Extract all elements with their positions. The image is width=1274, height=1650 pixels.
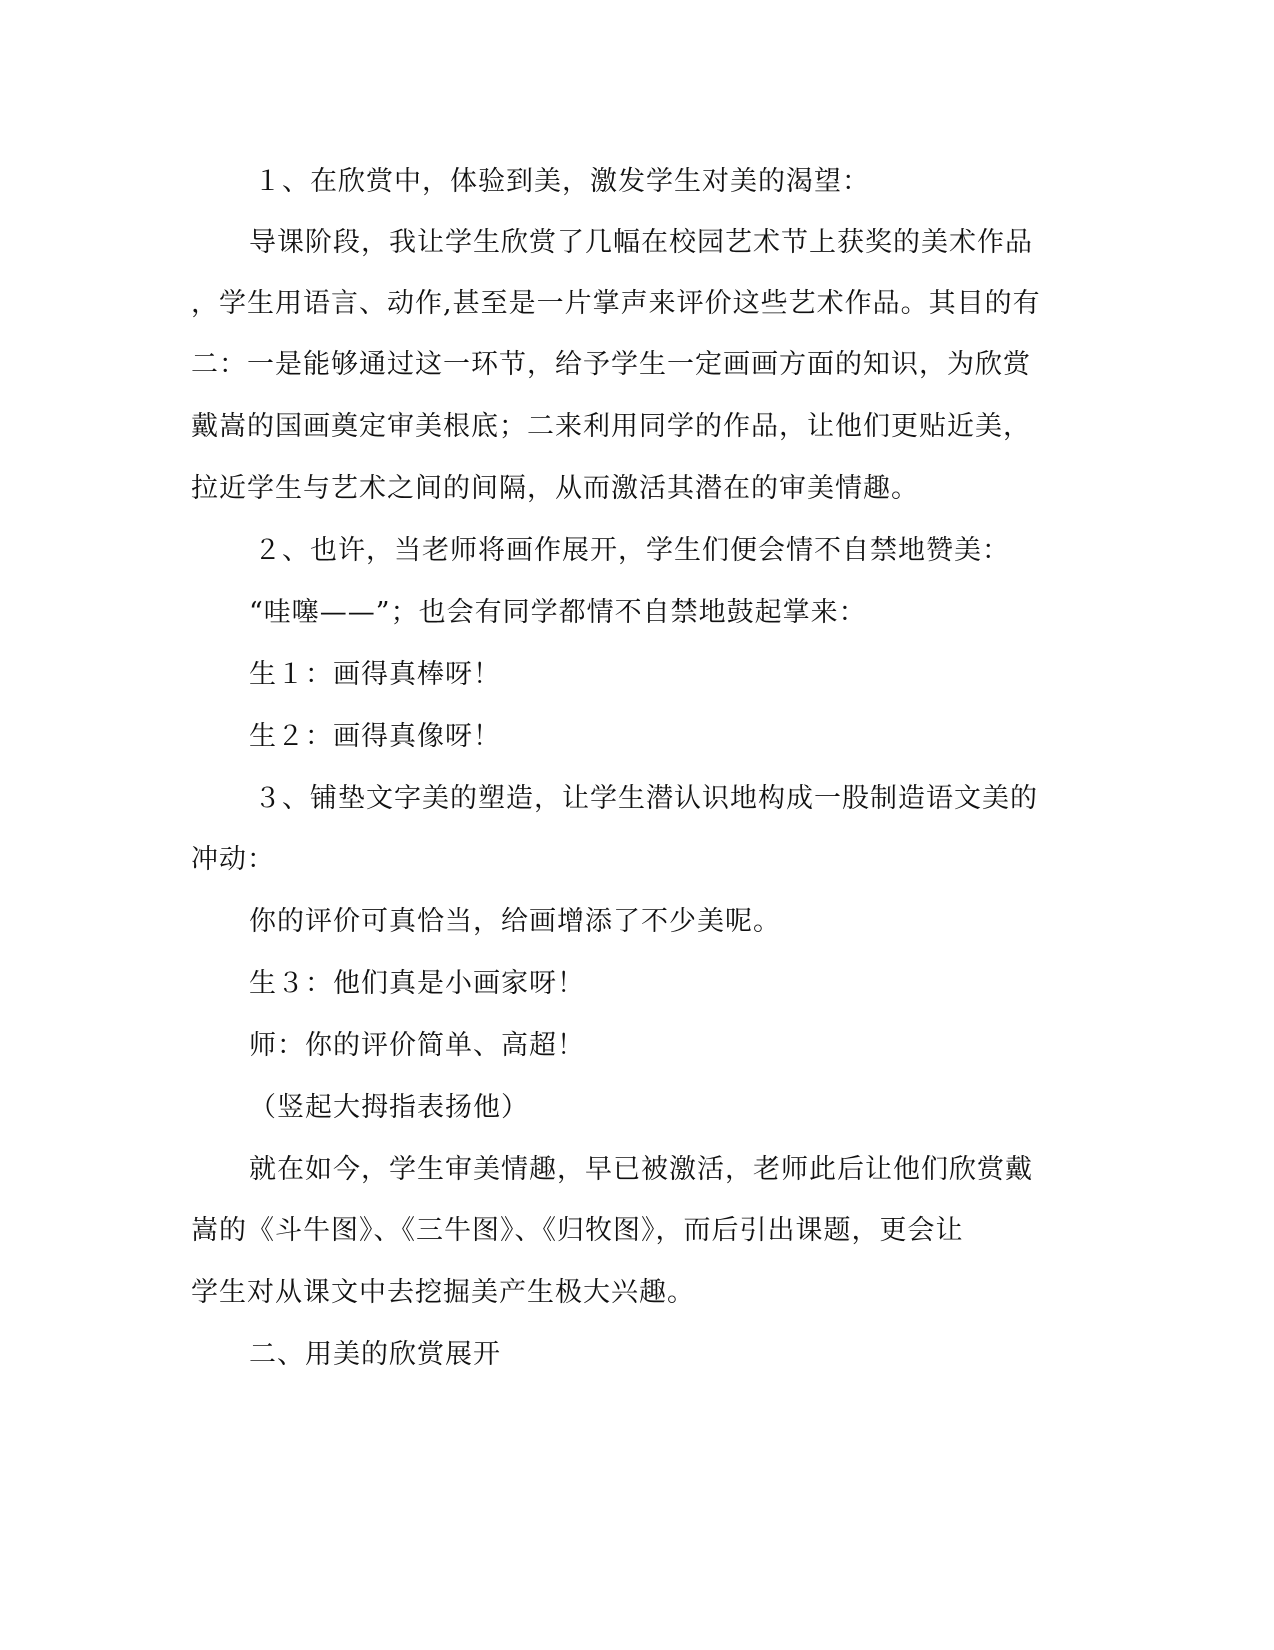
text-line: 戴嵩的国画奠定审美根底；二来利用同学的作品，让他们更贴近美，	[191, 411, 1031, 442]
text-line: 学生对从课文中去挖掘美产生极大兴趣。	[191, 1277, 695, 1308]
dialogue-line: 生２：画得真像呀！	[249, 721, 501, 752]
stage-direction: （竖起大拇指表扬他）	[249, 1092, 529, 1123]
paragraph-heading-2: ２、也许，当老师将画作展开，学生们便会情不自禁地赞美：	[254, 535, 1010, 566]
text-line: 二：一是能够通过这一环节，给予学生一定画画方面的知识，为欣赏	[191, 349, 1031, 380]
dialogue-line: 生３：他们真是小画家呀！	[249, 968, 585, 999]
dialogue-line: 师：你的评价简单、高超！	[249, 1030, 585, 1061]
paragraph-heading-1: １、在欣赏中，体验到美，激发学生对美的渴望：	[254, 166, 870, 197]
text-line: 你的评价可真恰当，给画增添了不少美呢。	[249, 906, 781, 937]
section-heading: 二、用美的欣赏展开	[249, 1339, 501, 1370]
text-line: 拉近学生与艺术之间的间隔，从而激活其潜在的审美情趣。	[191, 473, 919, 504]
text-line: 冲动：	[191, 844, 275, 875]
dialogue-line: 生１：画得真棒呀！	[249, 659, 501, 690]
text-line: 导课阶段，我让学生欣赏了几幅在校园艺术节上获奖的美术作品	[249, 227, 1033, 258]
text-line: “哇噻——”；也会有同学都情不自禁地鼓起掌来：	[249, 597, 867, 628]
text-line: 嵩的《斗牛图》、《三牛图》、《归牧图》，而后引出课题，更会让	[191, 1215, 964, 1246]
text-line: ，学生用语言、动作,甚至是一片掌声来评价这些艺术作品。其目的有	[191, 288, 1041, 319]
paragraph-heading-3: ３、铺垫文字美的塑造，让学生潜认识地构成一股制造语文美的	[254, 783, 1038, 814]
text-line: 就在如今，学生审美情趣，早已被激活，老师此后让他们欣赏戴	[249, 1154, 1033, 1185]
